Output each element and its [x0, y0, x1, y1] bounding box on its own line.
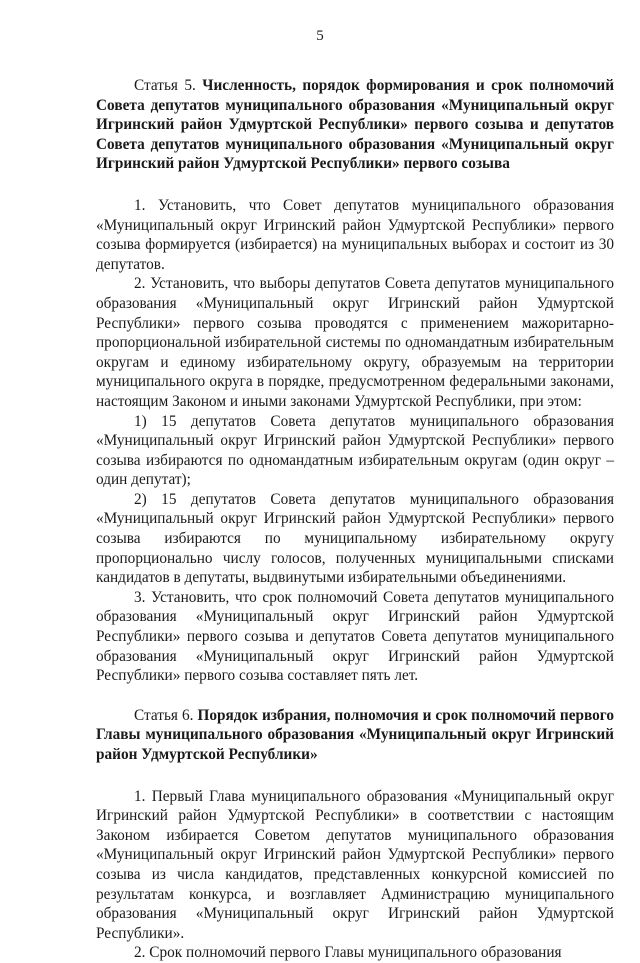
article-5-title: Численность, порядок формирования и срок полномочий Совета депутатов муниципального образования «Муниципальный округ Игринский район Удмуртской Республики» первого созыва и депутатов Совета депутатов муниципального образования «Муниципальный округ Игринский район Удмуртской Республики» первого созыва	[96, 77, 615, 173]
article-5-paragraph-2: 2. Установить, что выборы депутатов Совета депутатов муниципального образования «Муниципальный округ Игринский район Удмуртской Республики» первого созыва проводятся с применением мажоритарно-пропорциональной избирательной системы по одномандатным избирательным округам и единому избирательному округу, образуемым на территории муниципального округа в порядке, предусмотренном федеральными законами, настоящим Законом и иными законами Удмуртской Республики, при этом:	[96, 275, 614, 410]
article-5-item-2: 2) 15 депутатов Совета депутатов муниципального образования «Муниципальный округ Игринский район Удмуртской Республики» первого созыва избираются по муниципальному избирательному округу пропорционально числу голосов, полученных муниципальными списками кандидатов в депутаты, выдвинутыми избирательными объединениями.	[96, 490, 614, 587]
section-gap	[96, 686, 614, 706]
article-5-paragraph-1: 1. Установить, что Совет депутатов муниципального образования «Муниципальный округ Игринский район Удмуртской Республики» первого созыва формируется (избирается) на муниципальных выборах и состоит из 30 депутатов.	[96, 196, 614, 273]
document-body	[96, 76, 614, 963]
article-5-label: Статья 5.	[134, 77, 196, 94]
article-5-paragraph-3: 3. Установить, что срок полномочий Совета депутатов муниципального образования «Муниципальный округ Игринский район Удмуртской Республики» первого созыва и депутатов Совета депутатов муниципального образования «Муниципальный округ Игринский район Удмуртской Республики» первого созыва составляет пять лет.	[96, 588, 614, 685]
article-6-heading	[96, 706, 614, 765]
article-6-label: Статья 6.	[134, 706, 194, 724]
article-6-paragraph-2: 2. Срок полномочий первого Главы муниципального образования	[134, 944, 562, 962]
page-number: 5	[316, 28, 324, 44]
article-5-heading	[96, 76, 614, 174]
article-5-item-1: 1) 15 депутатов Совета депутатов муниципального образования «Муниципальный округ Игринский район Удмуртской Республики» первого созыва избираются по одномандатным избирательным округам (один округ – один депутат);	[96, 412, 614, 489]
article-6-paragraph-1: 1. Первый Глава муниципального образования «Муниципальный округ Игринский район Удмуртской Республики» в соответствии с настоящим Законом избирается Советом депутатов муниципального образования «Муниципальный округ Игринский район Удмуртской Республики» первого созыва из числа кандидатов, представленных конкурсной комиссией по результатам конкурса, и возглавляет Администрацию муниципального образования «Муниципальный округ Игринский район Удмуртской Республики».	[96, 787, 614, 942]
article-6-title: Порядок избрания, полномочия и срок полномочий первого Главы муниципального образования «Муниципальный округ Игринский район Удмуртской Республики»	[96, 706, 615, 763]
